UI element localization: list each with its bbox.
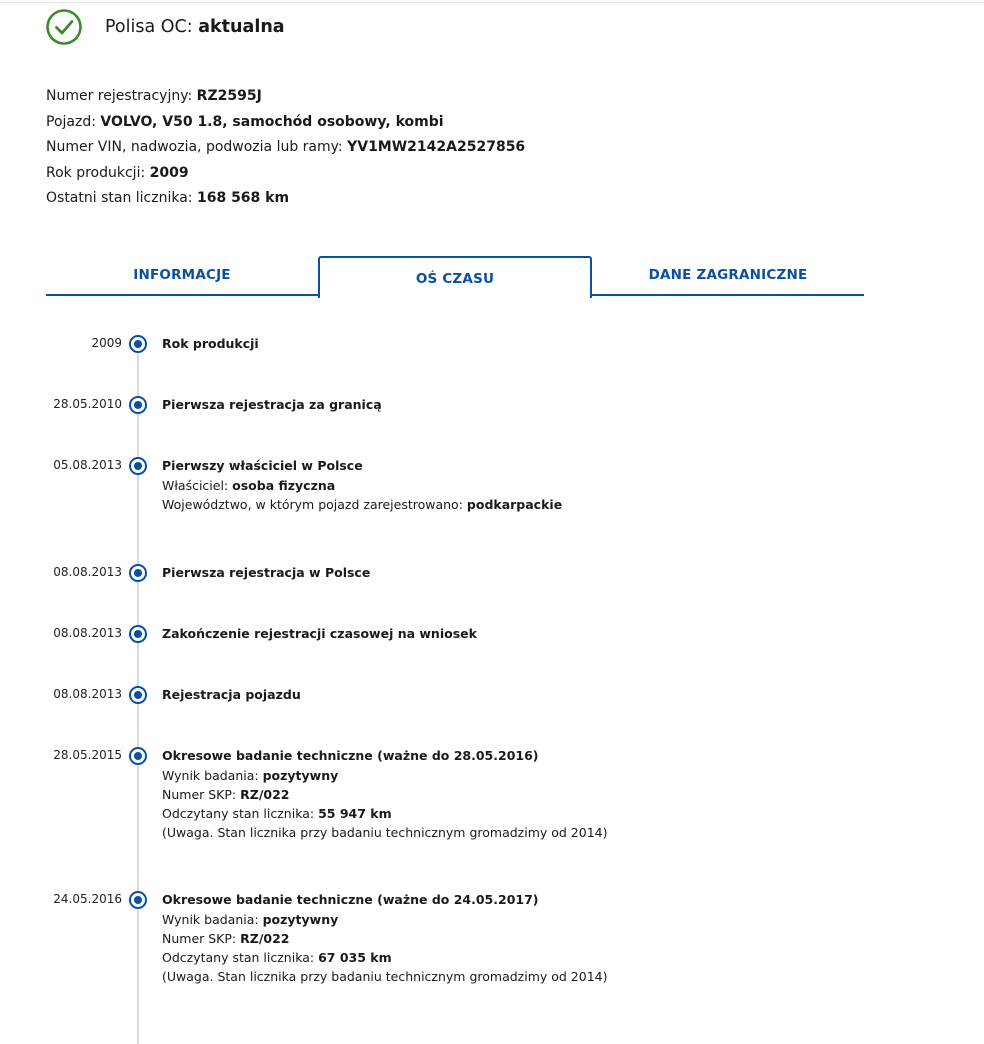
year-row (46, 161, 525, 187)
policy-label: Polisa OC: (105, 17, 193, 37)
policy-status-value: aktualna (198, 17, 285, 37)
event-detail-value: RZ/022 (240, 931, 290, 946)
event-detail-value: pozytywny (262, 912, 339, 927)
registration-label: Numer rejestracyjny: (46, 88, 193, 104)
timeline-dot-icon (129, 564, 147, 582)
event-date: 08.08.2013 (53, 626, 122, 640)
event-detail-value: RZ/022 (240, 787, 290, 802)
event-detail (162, 950, 392, 965)
event-detail (162, 787, 289, 802)
vehicle-row (46, 110, 525, 136)
tab-os-czasu[interactable]: OŚ CZASU (318, 256, 592, 298)
event-title: Zakończenie rejestracji czasowej na wniosek (162, 626, 477, 641)
event-detail-label: Numer SKP: (162, 787, 237, 802)
event-title: Okresowe badanie techniczne (ważne do 24.05.2017) (162, 892, 539, 907)
event-date: 08.08.2013 (53, 565, 122, 579)
event-detail-value: osoba fizyczna (232, 478, 336, 493)
vehicle-details (46, 84, 525, 212)
top-divider (0, 2, 984, 3)
event-detail (162, 931, 289, 946)
timeline-dot-icon (129, 396, 147, 414)
vin-row (46, 135, 525, 161)
event-detail (162, 768, 338, 783)
policy-status (46, 8, 285, 46)
mileage-row (46, 186, 525, 212)
event-detail-label: Wynik badania: (162, 912, 259, 927)
timeline-dot-icon (129, 335, 147, 353)
registration-row (46, 84, 525, 110)
event-detail-label: Wynik badania: (162, 768, 259, 783)
event-date: 28.05.2010 (53, 397, 122, 411)
timeline-dot-icon (129, 625, 147, 643)
event-detail (162, 969, 607, 984)
event-detail-label: Numer SKP: (162, 931, 237, 946)
timeline-dot-icon (129, 747, 147, 765)
mileage-label: Ostatni stan licznika: (46, 190, 193, 206)
event-detail (162, 825, 607, 840)
timeline-dot-icon (129, 686, 147, 704)
event-title: Pierwszy właściciel w Polsce (162, 458, 363, 473)
event-title: Okresowe badanie techniczne (ważne do 28.05.2016) (162, 748, 539, 763)
vin-value: YV1MW2142A2527856 (347, 139, 526, 155)
event-detail-value: 55 947 km (318, 806, 392, 821)
year-value: 2009 (149, 164, 189, 181)
event-detail-label: Odczytany stan licznika: (162, 806, 315, 821)
policy-label-group (105, 17, 285, 37)
vin-label: Numer VIN, nadwozia, podwozia lub ramy: (46, 139, 343, 155)
event-title: Pierwsza rejestracja za granicą (162, 397, 382, 412)
event-date: 24.05.2016 (53, 892, 122, 906)
vehicle-value: VOLVO, V50 1.8, samochód osobowy, kombi (100, 113, 444, 130)
event-date: 28.05.2015 (53, 748, 122, 762)
year-label: Rok produkcji: (46, 164, 146, 181)
event-title: Rejestracja pojazdu (162, 687, 301, 702)
event-detail-label: Województwo, w którym pojazd zarejestrowano: (162, 497, 463, 512)
event-detail-label: (Uwaga. Stan licznika przy badaniu technicznym gromadzimy od 2014) (162, 969, 608, 984)
event-date: 05.08.2013 (53, 458, 122, 472)
tab-informacje[interactable]: INFORMACJE (46, 256, 318, 296)
event-date: 2009 (91, 336, 122, 350)
event-detail-value: pozytywny (262, 768, 339, 783)
vehicle-label: Pojazd: (46, 113, 96, 130)
event-detail-value: podkarpackie (466, 497, 563, 512)
event-detail (162, 478, 335, 493)
timeline-dot-icon (129, 891, 147, 909)
registration-value: RZ2595J (196, 88, 262, 104)
timeline-dot-icon (129, 457, 147, 475)
event-detail (162, 912, 338, 927)
event-detail-label: Właściciel: (162, 478, 229, 493)
tab-bar (46, 256, 864, 298)
event-date: 08.08.2013 (53, 687, 122, 701)
event-title: Rok produkcji (162, 336, 259, 351)
event-detail-value: 67 035 km (318, 950, 392, 965)
tab-dane-zagraniczne[interactable]: DANE ZAGRANICZNE (592, 256, 864, 296)
event-detail-label: Odczytany stan licznika: (162, 950, 315, 965)
check-circle-icon (46, 9, 82, 45)
mileage-value: 168 568 km (196, 190, 290, 206)
event-detail (162, 497, 562, 512)
event-detail (162, 806, 392, 821)
event-title: Pierwsza rejestracja w Polsce (162, 565, 371, 580)
event-detail-label: (Uwaga. Stan licznika przy badaniu technicznym gromadzimy od 2014) (162, 825, 608, 840)
